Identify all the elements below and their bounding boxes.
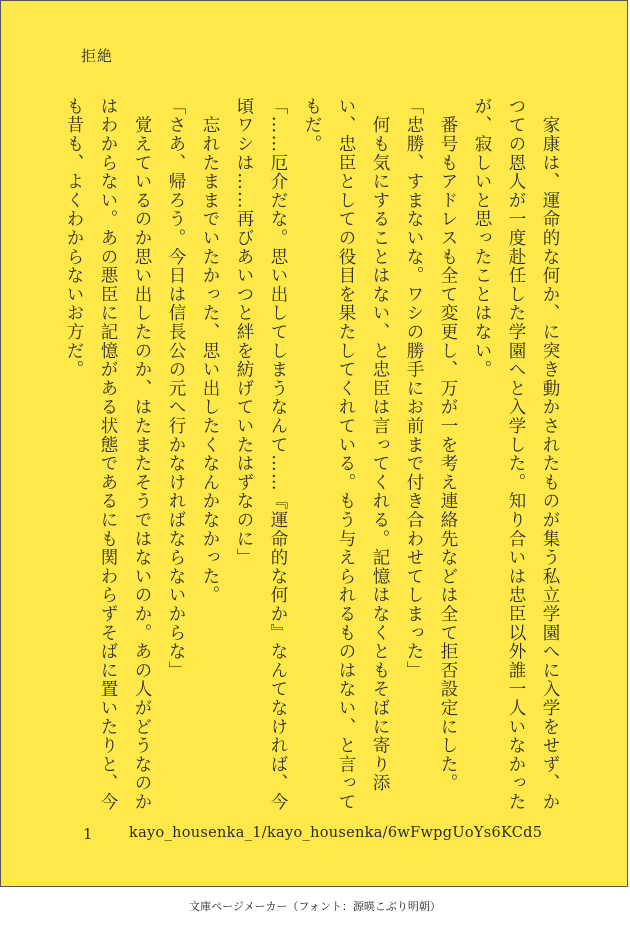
- paragraph: 番号もアドレスも全て変更し、万が一を考え連絡先などは全て拒否設定にした。: [438, 97, 458, 793]
- paragraph: 覚えているのか思い出したのか、はたまたそうではないのか。あの人がどうなのかはわからない。あの悪臣に記憶がある状態であるにも関わらずそばに置いたりと、今も昔も、よくわからないお方だ。: [64, 97, 152, 812]
- dialogue-line: 「さあ、帰ろう。今日は信長公の元へ行かなければならないからな」: [166, 97, 186, 680]
- page-title: 拒絶: [81, 47, 114, 65]
- page-number: 1: [83, 825, 93, 843]
- paragraph: 家康は、運命的な何か、に突き動かされたものが集う私立学園へに入学をせず、かつての恩人が一度赴任した学園へと入学した。知り合いは忠臣以外誰一人いなかったが、寂しいと思ったことはない。: [472, 97, 560, 812]
- source-url: kayo_housenka_1/kayo_housenka/6wFwpgUoYs6KCd5: [129, 825, 543, 841]
- paragraph: 何も気にすることはない、と忠臣は言ってくれる。記憶はなくともそばに寄り添い、忠臣としての役目を果たしてくれている。もう与えられるものはない、と言ってもだ。: [302, 97, 390, 812]
- dialogue-line: 「……厄介だな。思い出してしまうなんて……『運命的な何か』なんてなければ、今頃ワシは……再びあいつと絆を紡げていたはずなのに」: [234, 97, 288, 812]
- dialogue-line: 「忠勝、すまないな。ワシの勝手にお前まで付き合わせてしまった」: [404, 97, 424, 680]
- paragraph: 忘れたままでいたかった、思い出したくなんかなかった。: [200, 97, 220, 605]
- footer-caption: 文庫ページメーカー（フォント：源暎こぶり明朝）: [189, 900, 441, 913]
- vertical-text-body: [64, 97, 567, 817]
